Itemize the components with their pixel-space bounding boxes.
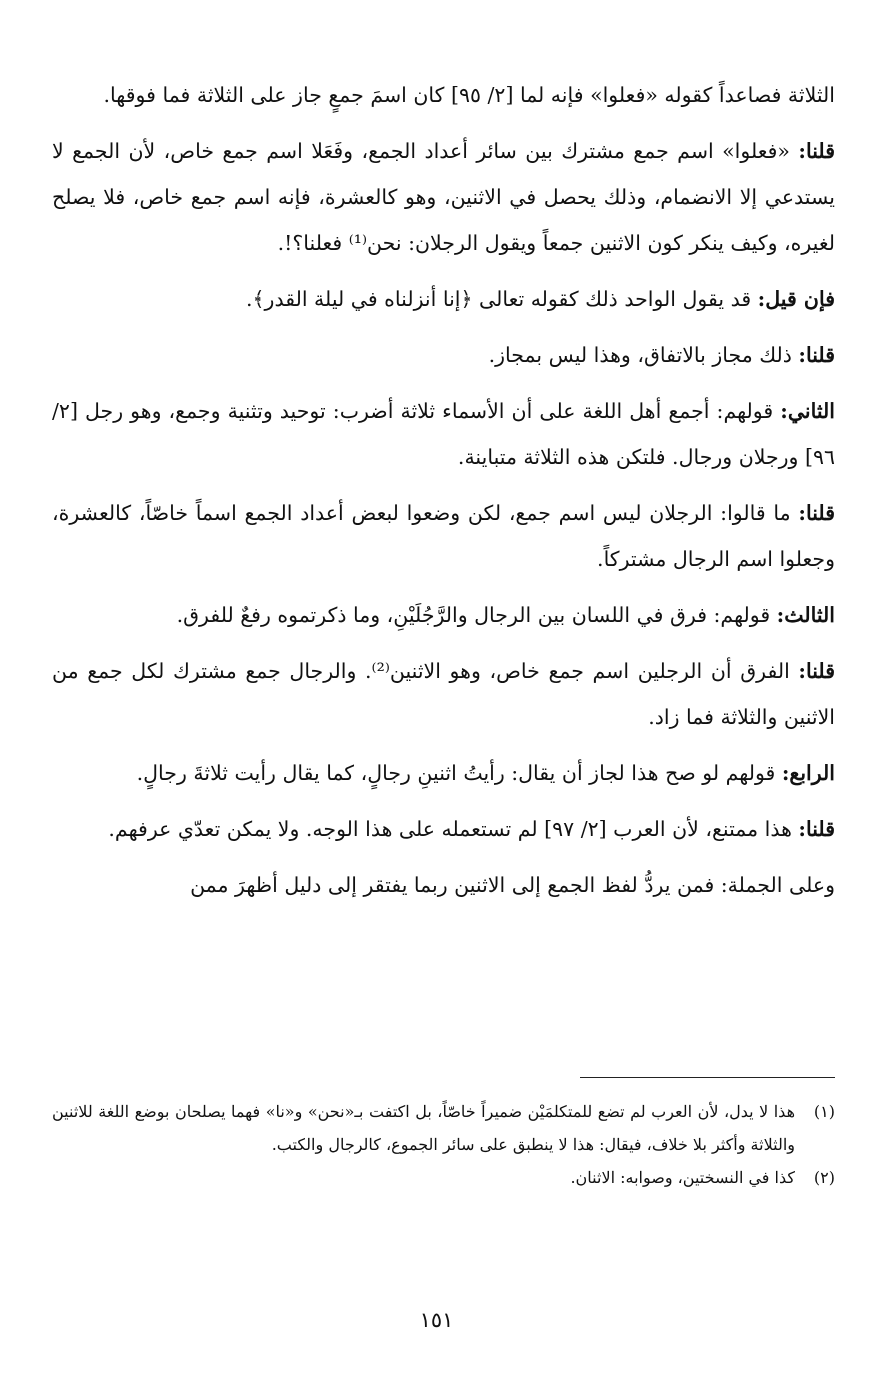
paragraph-5-lead: الثاني: [780, 399, 835, 423]
paragraph-8 [52, 648, 835, 740]
paragraph-3-lead: فإن قيل: [757, 287, 835, 311]
paragraph-4-lead: قلنا: [798, 343, 835, 367]
paragraph-7-text: قولهم: فرق في اللسان بين الرجال والرَّجُلَيْنِ، وما ذكرتموه رفعٌ للفرق. [176, 603, 777, 627]
paragraph-2-text: «فعلوا» اسم جمع مشترك بين سائر أعداد الجمع، وفَعَلا اسم جمع خاص، لأن الجمع لا يستدعي إلا الانضمام، وذلك يحصل في الاثنين، وهو كالعشرة، فإنه اسم جمع خاص، فلا يصلح لغيره، وكيف ينكر كون الاثنين جمعاً ويقول الرجلان: نحن⁽¹⁾ فعلنا؟!. [52, 139, 835, 255]
page-number: ١٥١ [419, 1308, 454, 1332]
paragraph-4-text: ذلك مجاز بالاتفاق، وهذا ليس بمجاز. [488, 343, 799, 367]
paragraph-1 [52, 72, 835, 118]
footnote-1-number: (١) [813, 1102, 835, 1121]
paragraph-9-text: قولهم لو صح هذا لجاز أن يقال: رأيتُ اثنينِ رجالٍ، كما يقال رأيت ثلاثةَ رجالٍ. [136, 761, 782, 785]
paragraph-11-text: وعلى الجملة: فمن يردُّ لفظ الجمع إلى الاثنين ربما يفتقر إلى دليل أظهرَ ممن [190, 873, 835, 897]
footnote-1-text: هذا لا يدل، لأن العرب لم تضع للمتكلمَيْن ضميراً خاصّاً، بل اكتفت بـ«نحن» و«نا» فهما يصلحان بوضع اللغة للاثنين والثلاثة وأكثر بلا خلاف، فيقال: هذا لا ينطبق على سائر الجموع، كالرجال والكتب. [52, 1102, 796, 1154]
footnote-1 [52, 1095, 835, 1161]
paragraph-3 [52, 276, 835, 322]
paragraph-10-lead: قلنا: [798, 817, 835, 841]
footnote-2-number: (٢) [813, 1168, 835, 1187]
main-text [52, 72, 835, 918]
footnote-divider [580, 1077, 835, 1078]
paragraph-6 [52, 490, 835, 582]
paragraph-11 [52, 862, 835, 908]
paragraph-6-lead: قلنا: [798, 501, 835, 525]
paragraph-1-text: الثلاثة فصاعداً كقوله «فعلوا» فإنه لما [٢/ ٩٥] كان اسمَ جمعٍ جاز على الثلاثة فما فوقها. [103, 83, 835, 107]
footnote-2 [52, 1161, 835, 1194]
paragraph-5 [52, 388, 835, 480]
paragraph-8-lead: قلنا: [798, 659, 836, 683]
paragraph-4 [52, 332, 835, 378]
paragraph-10-text: هذا ممتنع، لأن العرب [٢/ ٩٧] لم تستعمله على هذا الوجه. ولا يمكن تعدّي عرفهم. [108, 817, 799, 841]
paragraph-8-text: الفرق أن الرجلين اسم جمع خاص، وهو الاثنين⁽²⁾. والرجال جمع مشترك لكل جمع من الاثنين والثلاثة فما زاد. [52, 659, 835, 729]
paragraph-7 [52, 592, 835, 638]
paragraph-7-lead: الثالث: [776, 603, 835, 627]
paragraph-6-text: ما قالوا: الرجلان ليس اسم جمع، لكن وضعوا لبعض أعداد الجمع اسماً خاصّاً، كالعشرة، وجعلوا اسم الرجال مشتركاً. [52, 501, 835, 571]
paragraph-2-lead: قلنا: [798, 139, 835, 163]
paragraph-10 [52, 806, 835, 852]
paragraph-2 [52, 128, 835, 266]
footnote-2-text: كذا في النسختين، وصوابه: الاثنان. [570, 1168, 795, 1187]
paragraph-3-text: قد يقول الواحد ذلك كقوله تعالى ﴿إنا أنزلناه في ليلة القدر﴾. [246, 287, 758, 311]
paragraph-5-text: قولهم: أجمع أهل اللغة على أن الأسماء ثلاثة أضرب: توحيد وتثنية وجمع، وهو رجل [٢/ ٩٦] ورجلان ورجال. فلتكن هذه الثلاثة متباينة. [52, 399, 835, 469]
footnotes [52, 1095, 835, 1194]
paragraph-9-lead: الرابع: [781, 761, 835, 785]
paragraph-9 [52, 750, 835, 796]
